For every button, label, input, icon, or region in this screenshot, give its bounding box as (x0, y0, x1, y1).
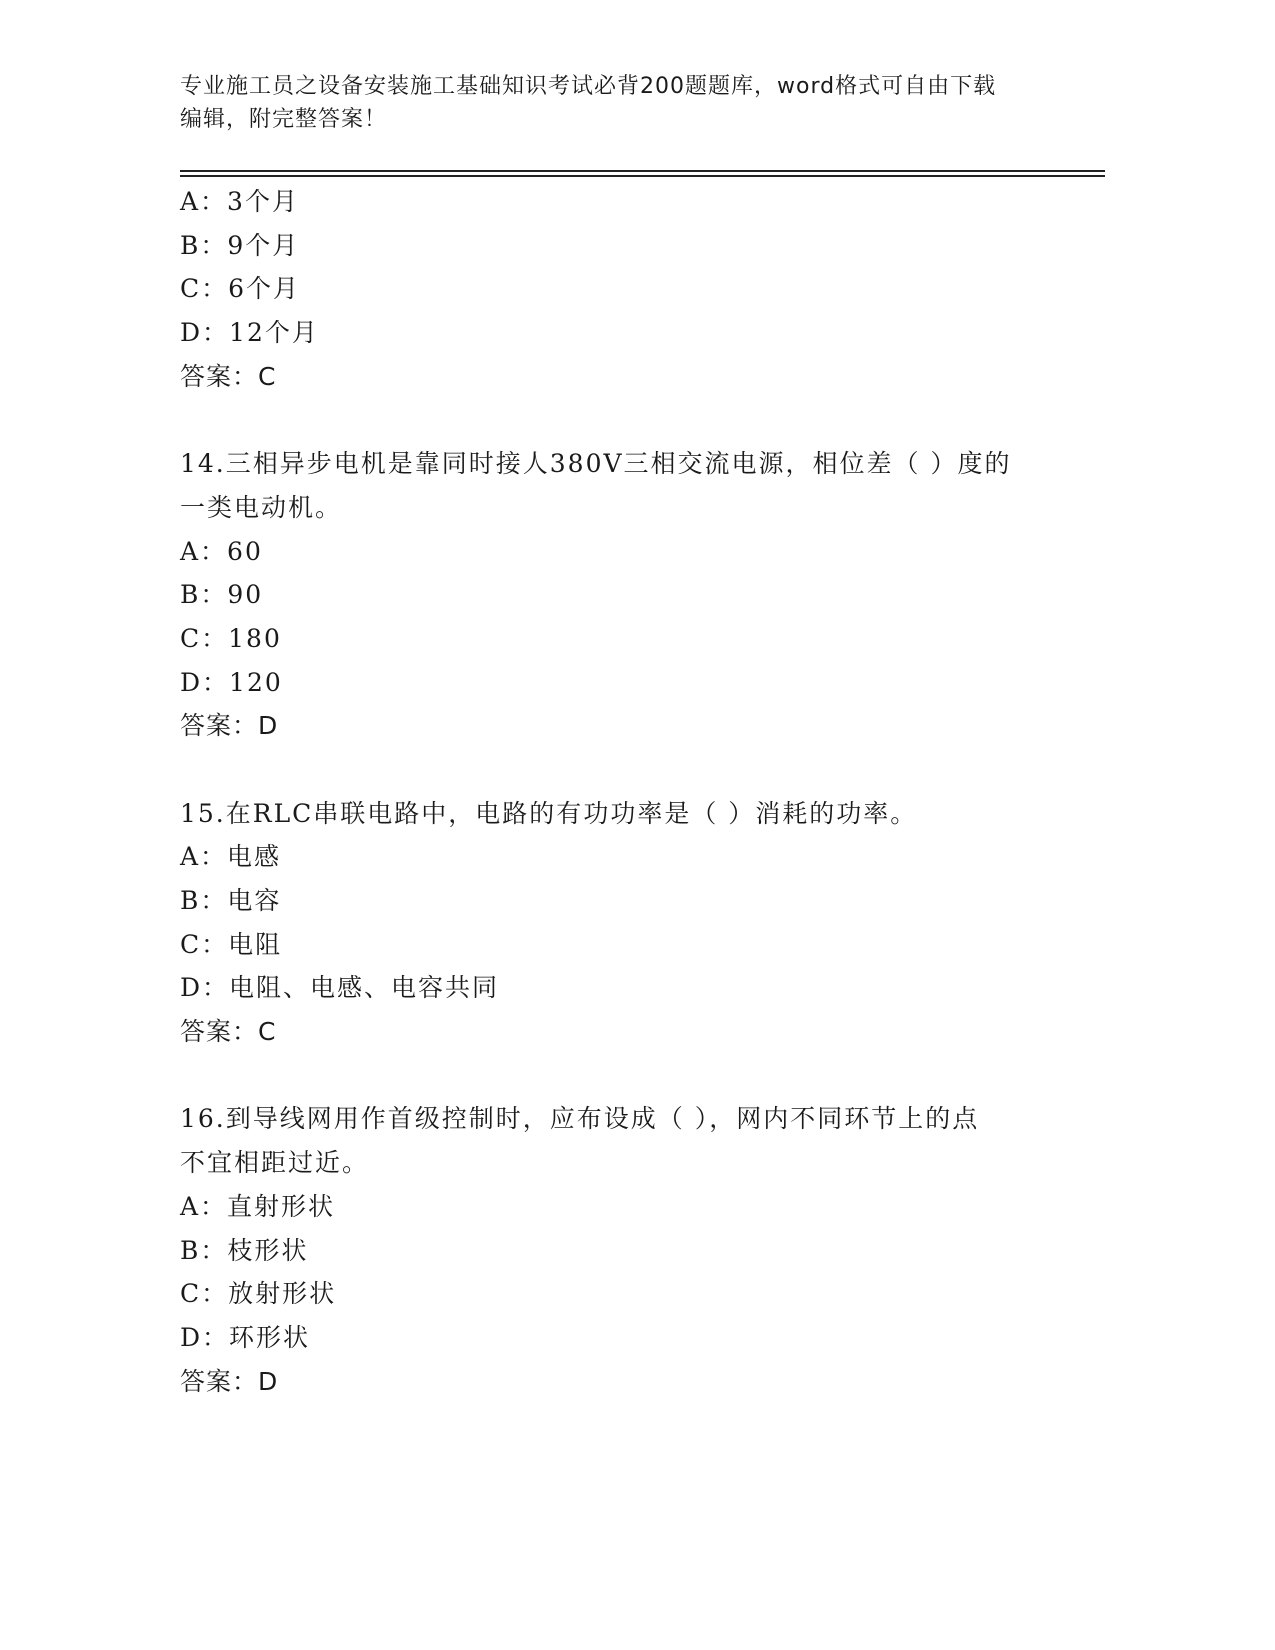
question-text-line-1: 15.在RLC串联电路中，电路的有功功率是（ ）消耗的功率。 (180, 798, 918, 828)
answer-line: 答案：C (180, 361, 277, 391)
header-divider-bottom (180, 175, 1105, 177)
answer-line: 答案：D (180, 711, 279, 741)
option-c: C：电阻 (180, 929, 283, 959)
option-b: B：电容 (180, 886, 282, 915)
header-title-line-2: 编辑，附完整答案！ (180, 107, 388, 132)
question-13-continued (180, 180, 1080, 398)
option-a: A：直射形状 (180, 1191, 336, 1221)
option-b: B：9个月 (180, 230, 300, 260)
option-b: B：枝形状 (180, 1235, 309, 1265)
question-text-line-1: 14.三相异步电机是靠同时接人380V三相交流电源，相位差（ ）度的 (180, 449, 1012, 479)
header-divider-top (180, 170, 1105, 172)
answer-line: 答案：C (180, 1017, 277, 1047)
option-d: D：120 (180, 667, 283, 697)
option-c: C：180 (180, 623, 282, 653)
option-a: A：3个月 (180, 187, 299, 216)
option-d: D：电阻、电感、电容共同 (180, 973, 500, 1003)
spacer (180, 398, 1080, 442)
question-14 (180, 442, 1080, 748)
spacer (180, 1054, 1080, 1098)
question-text-line-2: 一类电动机。 (180, 492, 343, 522)
option-d: D：环形状 (180, 1322, 311, 1352)
header-title-line-1: 专业施工员之设备安装施工基础知识考试必背200题题库，word格式可自由下载 (180, 74, 997, 99)
spacer (180, 748, 1080, 792)
option-a: A：60 (180, 536, 263, 566)
question-16 (180, 1097, 1080, 1403)
option-c: C：6个月 (180, 274, 301, 304)
option-d: D：12个月 (180, 318, 319, 348)
question-list (180, 180, 1080, 1403)
option-a: A：电感 (180, 842, 282, 872)
document-header (180, 70, 1040, 136)
question-text-line-2: 不宜相距过近。 (180, 1148, 370, 1178)
answer-line: 答案：D (180, 1366, 279, 1396)
option-b: B：90 (180, 580, 264, 610)
option-c: C：放射形状 (180, 1279, 337, 1309)
question-15 (180, 792, 1080, 1054)
question-text-line-1: 16.到导线网用作首级控制时，应布设成（ ），网内不同环节上的点 (180, 1104, 980, 1134)
